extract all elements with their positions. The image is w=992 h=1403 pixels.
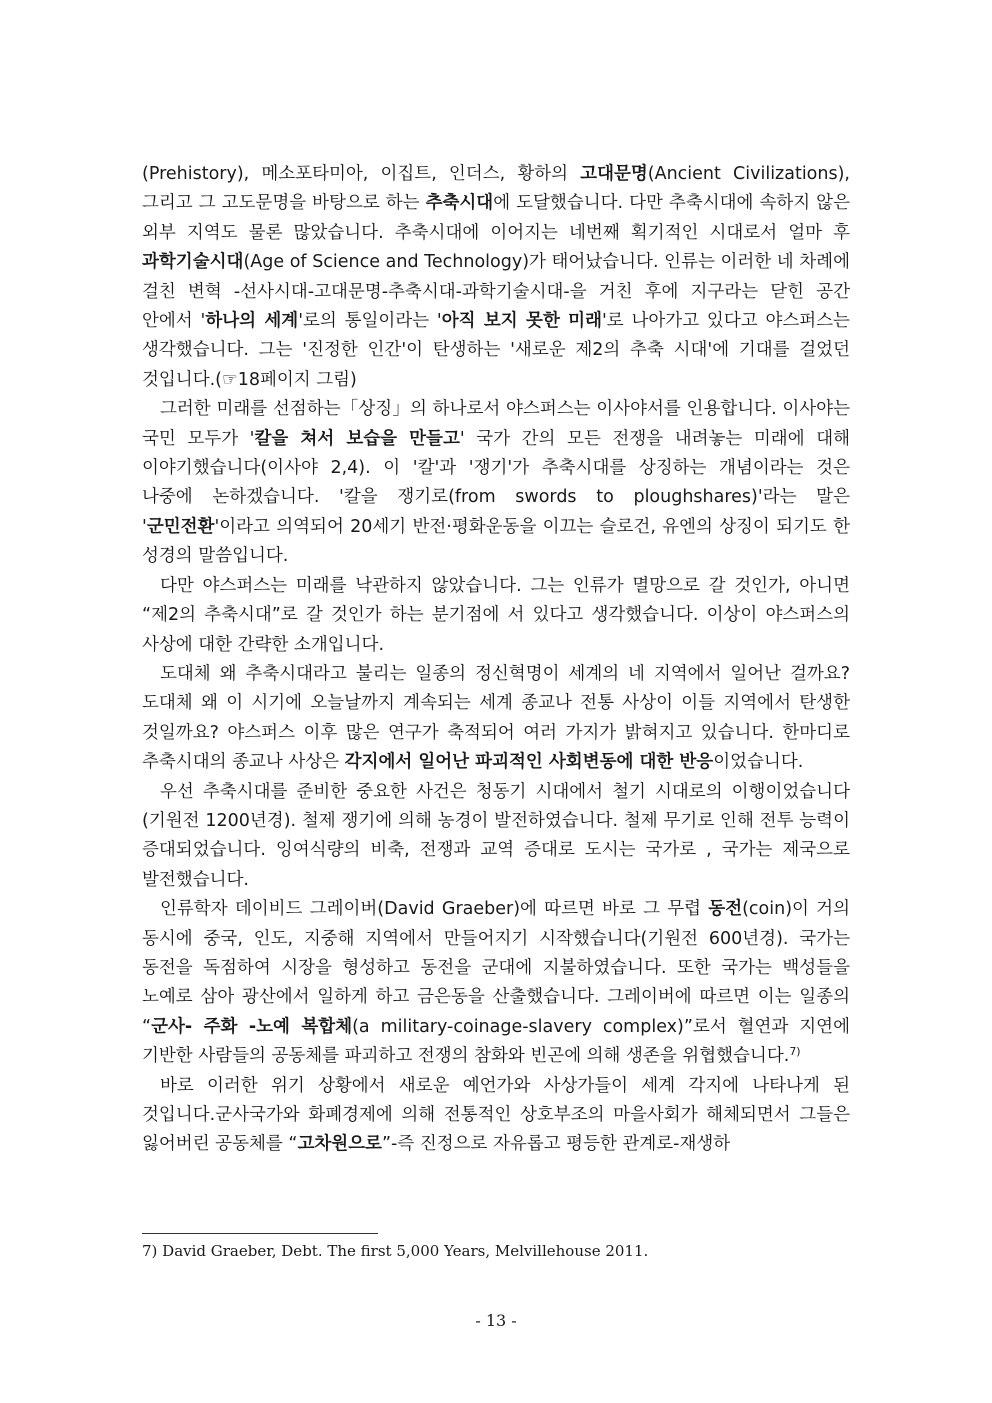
emphasis-text: 군민전환 xyxy=(146,516,215,537)
text-run: 그러한 미래를 선점하는「상징」의 하나로서 야스퍼스는 이사야서를 인용합니다. 이사야는 국민 모두가 ' xyxy=(142,399,850,449)
emphasis-text: 군사- 주화 -노예 복합체 xyxy=(151,1016,353,1037)
text-run: (coin)이 거의 동시에 중국, 인도, 지중해 지역에서 만들어지기 시작했습니다(기원전 600년경). 국가는 동전을 독점하여 시장을 형성하고 동전을 군대에 지불하였습니다. 또한 국가는 백성들을 노예로 삼아 광산에서 일하게 하고 금은동을 산출했습니다. 그레이버에 따르면 이는 일종의 “ xyxy=(142,899,850,1037)
paragraph xyxy=(142,660,850,778)
text-run: ”-즉 진정으로 자유롭고 평등한 관계로-재생하 xyxy=(381,1134,731,1155)
emphasis-text: 추축시대 xyxy=(425,193,494,214)
text-run: 우선 추축시대를 준비한 중요한 사건은 청동기 시대에서 철기 시대로의 이행이었습니다(기원전 1200년경). 철제 쟁기에 의해 농경이 발전하였습니다. 철제 무기로 인해 전투 능력이 증대되었습니다. 잉여식량의 비축, 전쟁과 교역 증대로 도시는 국가로 , 국가는 제국으로 발전했습니다. xyxy=(142,781,850,890)
paragraph xyxy=(142,572,850,660)
paragraph xyxy=(142,1072,850,1160)
text-run: (a military-coinage-slavery complex)”로서 혈연과 지연에 기반한 사람들의 공동체를 파괴하고 전쟁의 참화와 빈곤에 의해 생존을 위협했습니다. xyxy=(142,1016,850,1067)
emphasis-text: 과학기술시대 xyxy=(142,252,244,273)
page-number: - 13 - xyxy=(475,1311,517,1330)
emphasis-text: 하나의 세계 xyxy=(205,311,299,332)
text-run: '이라고 의역되어 20세기 반전·평화운동을 이끄는 슬로건, 유엔의 상징이 되기도 한 성경의 말씀입니다. xyxy=(142,516,850,567)
emphasis-text: 각지에서 일어난 파괴적인 사회변동에 대한 반응 xyxy=(344,752,714,773)
emphasis-text: 아직 보지 못한 미래 xyxy=(441,311,602,332)
document-body xyxy=(142,160,850,1160)
text-run: 바로 이러한 위기 상황에서 새로운 예언가와 사상가들이 세계 각지에 나타나게 된 것입니다.군사국가와 화폐경제에 의해 전통적인 상호부조의 마을사회가 해체되면서 그들은 잃어버린 공동체를 “ xyxy=(142,1075,850,1155)
text-run: 이었습니다. xyxy=(713,752,804,773)
paragraph xyxy=(142,160,850,395)
emphasis-text: 고대문명 xyxy=(580,164,648,184)
text-run: 인류학자 데이비드 그레이버(David Graeber)에 따르면 바로 그 무렵 xyxy=(160,899,709,920)
footnote-divider xyxy=(142,1233,378,1234)
paragraph xyxy=(142,895,850,1071)
footnote: 7) David Graeber, Debt. The first 5,000 Years, Melvillehouse 2011. xyxy=(142,1242,649,1260)
text-run: 다만 야스퍼스는 미래를 낙관하지 않았습니다. 그는 인류가 멸망으로 갈 것인가, 아니면 “제2의 추축시대”로 갈 것인가 하는 분기점에 서 있다고 생각했습니다. 이상이 야스퍼스의 사상에 대한 간략한 소개입니다. xyxy=(142,575,850,655)
footnote-reference: 7) xyxy=(789,1045,801,1059)
emphasis-text: 칼을 쳐서 보습을 만들고 xyxy=(254,428,460,449)
emphasis-text: 동전 xyxy=(708,899,743,920)
text-run: (Ancient Civilizations), 그리고 그 고도문명을 바탕으로 하는 xyxy=(142,164,850,214)
text-run: 에 도달했습니다. 다만 추축시대에 속하지 않은 외부 지역도 물론 많았습니다. 추축시대에 이어지는 네번째 획기적인 시대로서 얼마 후 xyxy=(142,193,850,243)
text-run: '로 나아가고 있다고 야스퍼스는 생각했습니다. 그는 '진정한 인간'이 탄생하는 '새로운 제2의 추축 시대'에 기대를 걸었던 것입니다.(☞18페이지 그림) xyxy=(142,311,850,390)
paragraph xyxy=(142,778,850,896)
text-run: '로의 통일이라는 ' xyxy=(298,311,442,332)
text-run: 도대체 왜 추축시대라고 불리는 일종의 정신혁명이 세계의 네 지역에서 일어난 걸까요? 도대체 왜 이 시기에 오늘날까지 계속되는 세계 종교나 전통 사상이 이들 지역에서 탄생한 것일까요? 야스퍼스 이후 많은 연구가 축적되어 여러 가지가 밝혀지고 있습니다. 한마디로 추축시대의 종교나 사상은 xyxy=(142,663,850,773)
paragraph xyxy=(142,395,850,571)
text-run: ' 국가 간의 모든 전쟁을 내려놓는 미래에 대해 이야기했습니다(이사야 2,4). 이 '칼'과 '쟁기'가 추축시대를 상징하는 개념이라는 것은 나중에 논하겠습니다. '칼을 쟁기로(from swords to ploughshares)'라는 말은 ' xyxy=(142,428,851,537)
emphasis-text: 고차원으로 xyxy=(297,1134,382,1155)
text-run: (Age of Science and Technology)가 태어났습니다. 인류는 이러한 네 차례에 걸친 변혁 -선사시대-고대문명-추축시대-과학기술시대-을 거친 후에 지구라는 닫힌 공간 안에서 ' xyxy=(142,252,850,332)
text-run: (Prehistory), 메소포타미아, 이집트, 인더스, 황하의 xyxy=(142,164,581,184)
